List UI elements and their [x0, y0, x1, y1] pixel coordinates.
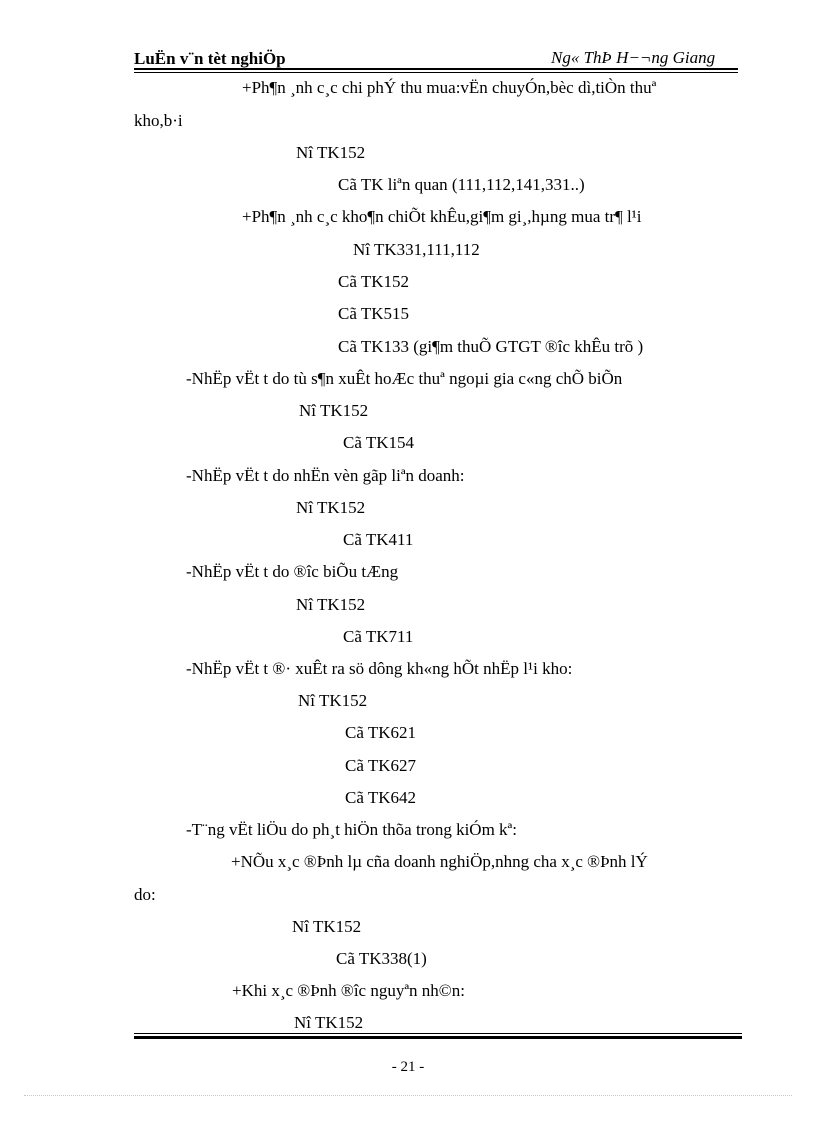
text-line: do: — [134, 885, 156, 904]
header-author: Ng« ThÞ H−¬ng Giang — [551, 48, 716, 67]
text-line: -NhËp vËt t ®· xuÊt ra sö dông kh«ng hÕt nhËp l¹i kho: — [186, 659, 573, 678]
text-line: -NhËp vËt t do ®îc biÕu tÆng — [186, 562, 399, 581]
text-line: Nî TK152 — [292, 917, 362, 936]
page-number: - 21 - — [391, 1059, 425, 1075]
text-line: Nî TK331,111,112 — [353, 240, 480, 259]
text-line: Cã TK152 — [338, 272, 409, 291]
text-line: -T¨ng vËt liÖu do ph¸t hiÖn thõa trong kiÓm kª: — [186, 820, 517, 839]
text-line: +Ph¶n ¸nh c¸c chi phÝ thu mua:vËn chuyÓn,bèc dì,tiÒn thuª — [242, 78, 657, 97]
header-rule — [134, 68, 738, 70]
text-line: -NhËp vËt t do nhËn vèn gãp liªn doanh: — [186, 466, 465, 485]
text-line: Cã TK627 — [345, 756, 416, 775]
text-line: +Ph¶n ¸nh c¸c kho¶n chiÕt khÊu,gi¶m gi¸,hµng mua tr¶ l¹i — [242, 207, 642, 226]
text-line: Cã TK133 (gi¶m thuÕ GTGT ®îc khÊu trõ ) — [338, 337, 644, 356]
text-line: +Khi x¸c ®Þnh ®îc nguyªn nh©n: — [232, 981, 465, 1000]
text-line: Nî TK152 — [296, 498, 366, 517]
text-line: Cã TK338(1) — [336, 949, 427, 968]
text-line: Cã TK liªn quan (111,112,141,331..) — [338, 175, 585, 194]
text-line: Nî TK152 — [296, 595, 366, 614]
text-line: Cã TK711 — [343, 627, 414, 646]
page-edge-dotted-line — [24, 1095, 792, 1096]
text-line: Nî TK152 — [298, 691, 368, 710]
text-line: Nî TK152 — [294, 1013, 364, 1032]
text-line: Cã TK621 — [345, 723, 416, 742]
text-line: -NhËp vËt t do tù s¶n xuÊt hoÆc thuª ngoµi gia c«ng chÕ biÕn — [186, 369, 623, 388]
text-line: +NÕu x¸c ®Þnh lµ cña doanh nghiÖp,nhng cha x¸c ®Þnh lÝ — [231, 852, 648, 871]
text-line: Cã TK642 — [345, 788, 416, 807]
text-line: Cã TK515 — [338, 304, 409, 323]
text-line: Nî TK152 — [296, 143, 366, 162]
text-line: Nî TK152 — [299, 401, 369, 420]
header-left-title: LuËn v¨n tèt nghiÖp — [134, 49, 286, 68]
text-line: Cã TK154 — [343, 433, 414, 452]
header-rule-thin — [134, 72, 738, 73]
footer-rule — [134, 1036, 742, 1039]
text-line: kho,b·i — [134, 111, 183, 130]
footer-rule-thin — [134, 1033, 742, 1034]
text-line: Cã TK411 — [343, 530, 414, 549]
